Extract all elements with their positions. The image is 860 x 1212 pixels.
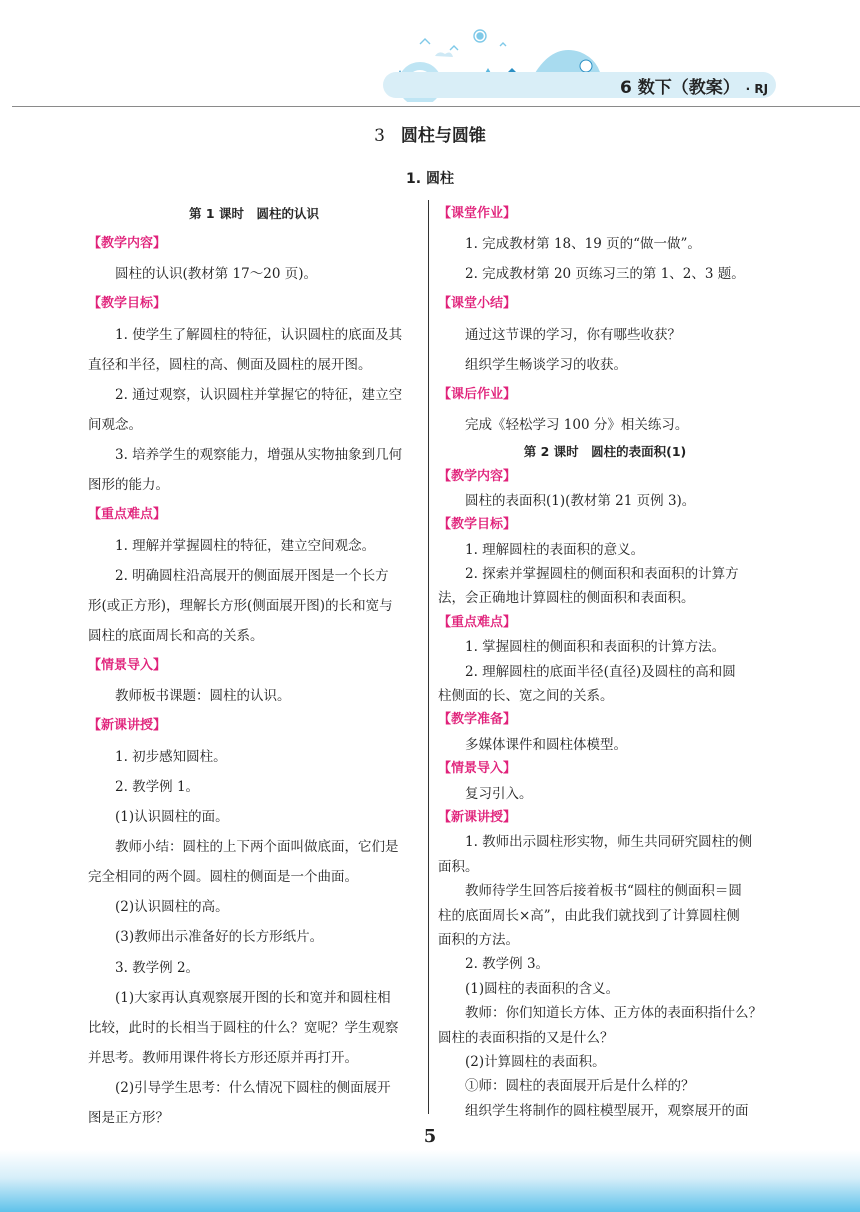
text-line: 完全相同的两个圆。圆柱的侧面是一个曲面。 [88,869,358,886]
section-title: 1. 圆柱 [406,171,454,187]
text-line: 组织学生畅谈学习的收获。 [465,356,627,373]
section-tag: 【重点难点】 [438,614,517,630]
text-line: 圆柱的表面积指的又是什么？ [438,1029,614,1046]
text-line: 1. 使学生了解圆柱的特征，认识圆柱的底面及其 [115,326,403,343]
section-tag: 【课堂作业】 [438,206,517,221]
section-tag: 【教学内容】 [88,236,167,252]
text-line: (1)圆柱的表面积的含义。 [465,980,620,997]
right-column-top [438,199,772,440]
section-tag: 【新课讲授】 [438,809,517,825]
text-line: 图是正方形？ [88,1110,169,1127]
text-line: 柱的底面周长×高”，由此我们就找到了计算圆柱侧 [438,907,740,924]
text-line: 教师：你们知道长方体、正方体的表面积指什么？ [465,1005,762,1022]
text-line: 教师板书课题：圆柱的认识。 [115,688,291,705]
text-line: 教师小结：圆柱的上下两个面叫做底面，它们是 [115,838,399,855]
section-tag: 【课后作业】 [438,386,517,402]
text-line: 2. 探索并掌握圆柱的侧面积和表面积的计算方 [465,566,739,583]
text-line: 通过这节课的学习，你有哪些收获？ [465,326,681,343]
text-line: 1. 完成教材第 18、19 页的“做一做”。 [465,236,701,253]
text-line: (2)计算圆柱的表面积。 [465,1053,606,1070]
text-line: 1. 理解圆柱的表面积的意义。 [465,541,645,558]
section-tag: 【情景导入】 [88,658,167,674]
text-line: 2. 通过观察，认识圆柱并掌握它的特征，建立空 [115,386,403,403]
text-line: 圆柱的表面积(1)(教材第 21 页例 3)。 [465,492,696,509]
text-line: 3. 教学例 2。 [115,959,200,976]
right-column [438,199,772,1123]
text-line: 图形的能力。 [88,477,169,494]
left-column [88,199,420,1133]
text-line: 法，会正确地计算圆柱的侧面积和表面积。 [438,590,695,607]
text-line: ①师：圆柱的表面展开后是什么样的？ [465,1078,695,1095]
book-title [620,73,768,98]
section-tag: 【情景导入】 [438,761,517,777]
text-line: 并思考。教师用课件将长方形还原并再打开。 [88,1049,358,1066]
section-tag: 【新课讲授】 [88,718,167,734]
chapter-name: 圆柱与圆锥 [400,126,486,146]
text-line: 完成《轻松学习 100 分》相关练习。 [465,416,689,433]
chapter-number: 3 [374,126,385,146]
text-line: (2)引导学生思考：什么情况下圆柱的侧面展开 [115,1080,391,1097]
section-tag: 【重点难点】 [88,507,167,523]
column-divider [428,200,429,1114]
text-line: 直径和半径，圆柱的高、侧面及圆柱的展开图。 [88,356,372,373]
text-line: 组织学生将制作的圆柱模型展开，观察展开的面 [465,1102,749,1119]
lesson-title: 第 2 课时 圆柱的表面积(1) [523,444,687,460]
text-line: (1)大家再认真观察展开图的长和宽并和圆柱相 [115,989,391,1006]
text-line: 复习引入。 [465,785,533,802]
text-line: 多媒体课件和圆柱体模型。 [465,736,627,753]
section-tag: 【教学内容】 [438,468,517,484]
text-line: 1. 初步感知圆柱。 [115,748,227,765]
book-title-text: 6 数下（教案） [620,78,740,98]
text-line: (3)教师出示准备好的长方形纸片。 [115,929,324,946]
text-line: 教师待学生回答后接着板书“圆柱的侧面积＝圆 [465,883,742,900]
lesson-title: 第 1 课时 圆柱的认识 [189,206,319,221]
text-line: 2. 教学例 1。 [115,778,200,795]
right-column-bottom [438,440,772,1123]
text-line: 柱侧面的长、宽之间的关系。 [438,688,614,705]
text-line: 1. 掌握圆柱的侧面积和表面积的计算方法。 [465,639,726,656]
text-line: 2. 完成教材第 20 页练习三的第 1、2、3 题。 [465,266,745,283]
text-line: 1. 教师出示圆柱形实物，师生共同研究圆柱的侧 [465,834,753,851]
text-line: 2. 理解圆柱的底面半径(直径)及圆柱的高和圆 [465,663,736,680]
text-line: 1. 理解并掌握圆柱的特征，建立空间观念。 [115,537,376,554]
section-tag: 【课堂小结】 [438,296,517,312]
section-tag: 【教学目标】 [88,296,167,312]
text-line: 面积。 [438,858,479,875]
text-line: 形(或正方形)，理解长方形(侧面展开图)的长和宽与 [88,597,393,614]
text-line: (1)认识圆柱的面。 [115,808,229,825]
text-line: 3. 培养学生的观察能力，增强从实物抽象到几何 [115,447,403,464]
text-line: 圆柱的底面周长和高的关系。 [88,627,264,644]
header-rule [12,106,860,107]
footer-band [0,1150,860,1212]
chapter-title [0,121,860,146]
section-tag: 【教学目标】 [438,517,517,533]
page-number: 5 [423,1126,437,1147]
text-line: 2. 明确圆柱沿高展开的侧面展开图是一个长方 [115,567,389,584]
text-line: 面积的方法。 [438,931,519,948]
edition-tag: · RJ [745,82,769,96]
text-line: 比较，此时的长相当于圆柱的什么？宽呢？学生观察 [88,1019,399,1036]
text-line: 圆柱的认识(教材第 17～20 页)。 [115,266,317,283]
text-line: 间观念。 [88,416,142,433]
section-tag: 【教学准备】 [438,712,517,728]
text-line: (2)认识圆柱的高。 [115,899,229,916]
text-line: 2. 教学例 3。 [465,956,550,973]
